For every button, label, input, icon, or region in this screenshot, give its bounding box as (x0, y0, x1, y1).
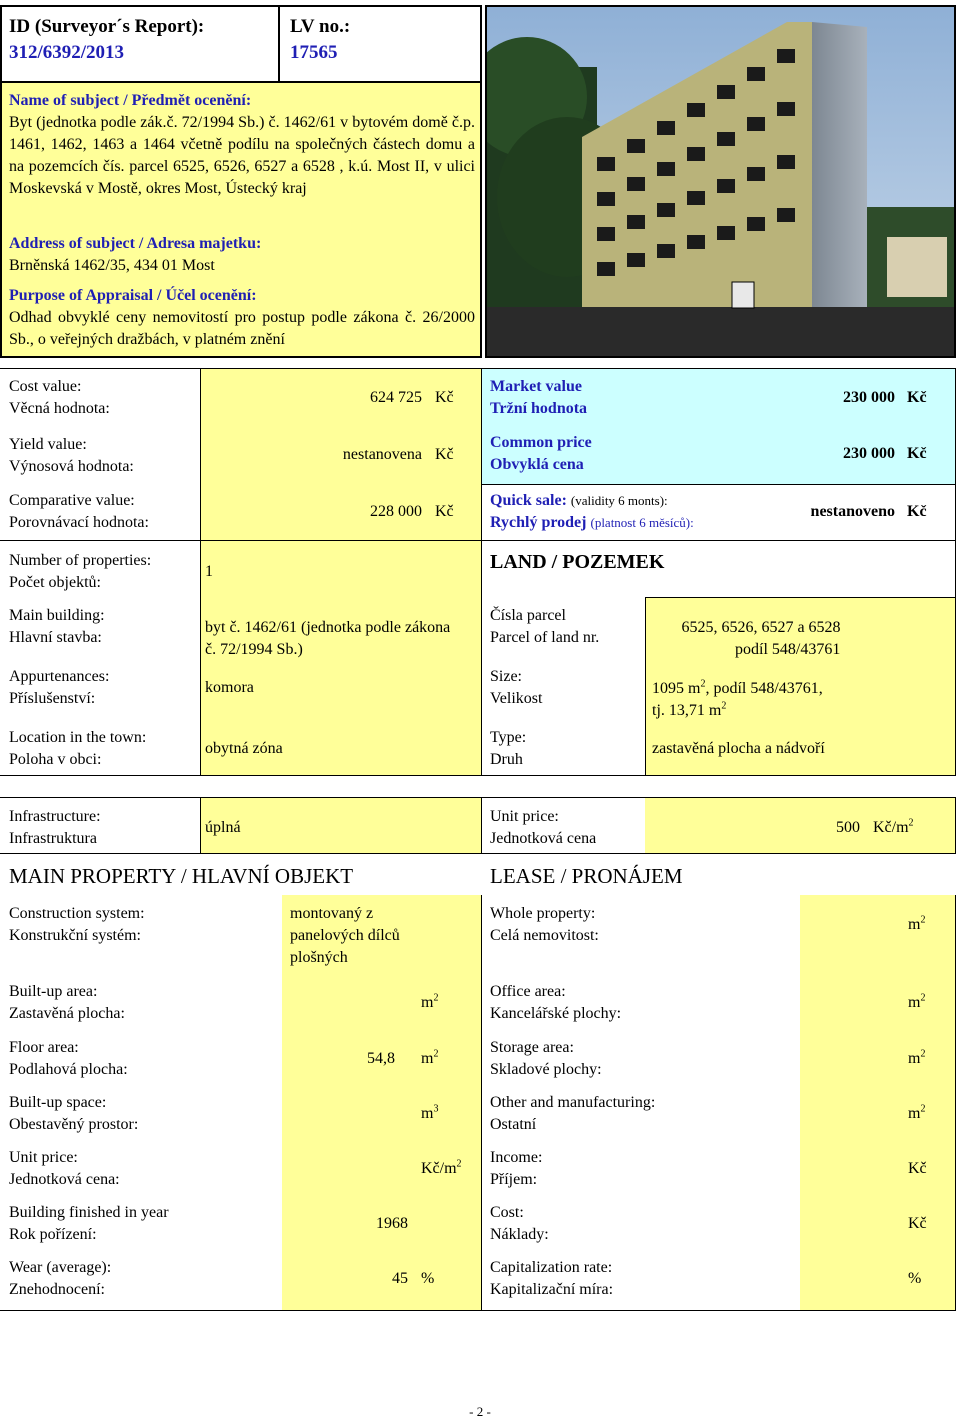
quick-label-en: Quick sale: (490, 492, 567, 509)
comp-label-en: Comparative value: (9, 492, 135, 509)
size-value-2: tj. 13,71 m (652, 702, 722, 719)
storage-cz: Skladové plochy: (490, 1061, 602, 1078)
yield-currency: Kč (435, 446, 454, 463)
space-cz: Obestavěný prostor: (9, 1116, 139, 1133)
year-value: 1968 (376, 1215, 408, 1232)
main-property-title: MAIN PROPERTY / HLAVNÍ OBJEKT (9, 864, 354, 888)
parcel-label-en: Parcel of land nr. (490, 629, 600, 646)
construction-en: Construction system: (9, 905, 145, 922)
income-en: Income: (490, 1149, 543, 1166)
land-unit-label-en: Unit price: (490, 808, 559, 825)
page-number: - 2 - (469, 1404, 491, 1419)
id-value: 312/6392/2013 (9, 42, 125, 63)
building-photo (485, 5, 956, 358)
whole-unit: $m^2$ (908, 914, 926, 933)
cost-unit: Kč (908, 1215, 927, 1232)
common-value: 230 000 (843, 445, 895, 462)
builtup-unit: $m^2$ (421, 992, 439, 1011)
space-unit: $m^3$ (421, 1103, 439, 1122)
size-value-1b: , podíl 548/43761, (705, 680, 823, 697)
builtup-cz: Zastavěná plocha: (9, 1005, 125, 1022)
cost-en: Cost: (490, 1204, 524, 1221)
app-label-en: Appurtenances: (9, 668, 110, 685)
cost-cz: Náklady: (490, 1226, 549, 1243)
lease-yellow (800, 895, 956, 1310)
year-en: Building finished in year (9, 1204, 169, 1221)
parcel-value-2: podíl 548/43761 (735, 641, 841, 658)
cap-cz: Kapitalizační míra: (490, 1281, 614, 1298)
wear-cz: Znehodnocení: (9, 1281, 105, 1298)
main-label-en: Main building: (9, 607, 105, 624)
size-value-line2: tj. 13,71 $m^2$ (652, 700, 727, 719)
quick-label-en-row (490, 490, 668, 512)
office-cz: Kancelářské plochy: (490, 1005, 622, 1022)
count-label-cz: Počet objektů: (9, 574, 101, 591)
income-cz: Příjem: (490, 1171, 538, 1188)
count-label-en: Number of properties: (9, 552, 152, 569)
land-unit-label-cz: Jednotková cena (490, 830, 597, 847)
income-unit: Kč (908, 1160, 927, 1177)
storage-en: Storage area: (490, 1039, 574, 1056)
land-unit-unit-row: $Kč/m^2$ (873, 817, 914, 836)
office-en: Office area: (490, 983, 566, 1000)
app-value: komora (205, 679, 254, 696)
land-unit-unit: Kč/m (873, 819, 909, 836)
subject-name-text: Byt (jednotka podle zák.č. 72/1994 Sb.) č. 1462/61 v bytovém domě č.p. 1461, 1462, 1463 a 1464 včetně podílu na společných částech domu a na pozemcích čís. parcel 6525, 6526, 6527 a 6528 , k.ú. Most II, v ulici Moskevská v Mostě, okres Most, Ústecký kraj (9, 114, 475, 197)
address-text: Brněnská 1462/35, 434 01 Most (9, 257, 215, 274)
yield-label-cz: Výnosová hodnota: (9, 458, 134, 475)
size-label-cz: Velikost (490, 690, 543, 707)
other-unit: $m^2$ (908, 1103, 926, 1122)
floor-cz: Podlahová plocha: (9, 1061, 128, 1078)
whole-cz: Celá nemovitost: (490, 927, 599, 944)
construction-cz: Konstrukční systém: (9, 927, 141, 944)
year-cz: Rok pořízení: (9, 1226, 97, 1243)
type-label-en: Type: (490, 729, 527, 746)
comp-currency: Kč (435, 503, 454, 520)
address-label: Address of subject / Adresa majetku: (9, 235, 262, 252)
cost-value: 624 725 (370, 389, 422, 406)
quick-value: nestanoveno (810, 503, 895, 520)
type-value: zastavěná plocha a nádvoří (652, 740, 825, 757)
land-unit-value: 500 (836, 819, 860, 836)
purpose-label: Purpose of Appraisal / Účel ocenění: (9, 287, 257, 304)
floor-unit: $m^2$ (421, 1048, 439, 1067)
app-label-cz: Příslušenství: (9, 690, 96, 707)
whole-en: Whole property: (490, 905, 596, 922)
size-value-line1: 1095 $m^2$, podíl 548/43761, (652, 678, 823, 697)
parcel-value-1: 6525, 6526, 6527 a 6528 (681, 619, 841, 636)
loc-value: obytná zóna (205, 740, 283, 757)
construction-value: montovaný z panelových dílců plošných (290, 905, 400, 966)
subject-name-label: Name of subject / Předmět ocenění: (9, 92, 252, 109)
infra-yellow (200, 797, 482, 853)
cap-en: Capitalization rate: (490, 1259, 613, 1276)
type-label-cz: Druh (490, 751, 523, 768)
comp-value: 228 000 (370, 503, 422, 520)
quick-note-en: (validity 6 monts): (570, 493, 668, 508)
common-label-en: Common price (490, 434, 592, 451)
count-value: 1 (205, 563, 213, 580)
market-currency: Kč (907, 389, 927, 406)
comp-label-cz: Porovnávací hodnota: (9, 514, 149, 531)
cost-currency: Kč (435, 389, 454, 406)
quick-currency: Kč (907, 503, 927, 520)
lv-value: 17565 (290, 42, 338, 63)
common-label-cz: Obvyklá cena (490, 456, 584, 473)
market-value: 230 000 (843, 389, 895, 406)
infra-value: úplná (205, 819, 241, 836)
main-value: byt č. 1462/61 (jednotka podle zákona č. 72/1994 Sb.) (205, 619, 451, 658)
market-label-en: Market value (490, 378, 582, 395)
main-label-cz: Hlavní stavba: (9, 629, 102, 646)
market-label-cz: Tržní hodnota (490, 400, 588, 417)
space-en: Built-up space: (9, 1094, 107, 1111)
cost-label-cz: Věcná hodnota: (9, 400, 110, 417)
cap-unit: % (908, 1270, 922, 1287)
builtup-en: Built-up area: (9, 983, 98, 1000)
cost-label-en: Cost value: (9, 378, 82, 395)
other-en: Other and manufacturing: (490, 1094, 656, 1111)
id-label: ID (Surveyor´s Report): (9, 16, 205, 37)
wear-en: Wear (average): (9, 1259, 112, 1276)
purpose-text: Odhad obvyklé ceny nemovitostí pro postup podle zákona č. 26/2000 Sb., o veřejných dražbách, v platném znění (9, 309, 475, 348)
wear-unit: % (421, 1270, 435, 1287)
storage-unit: $m^2$ (908, 1048, 926, 1067)
land-title: LAND / POZEMEK (490, 551, 665, 573)
unitprice-en: Unit price: (9, 1149, 78, 1166)
office-unit: $m^2$ (908, 992, 926, 1011)
infra-label-en: Infrastructure: (9, 808, 101, 825)
unitprice-cz: Jednotková cena: (9, 1171, 120, 1188)
parcel-label-cz: Čísla parcel (490, 607, 566, 624)
loc-label-en: Location in the town: (9, 729, 147, 746)
loc-label-cz: Poloha v obci: (9, 751, 102, 768)
yield-value: nestanovena (342, 446, 422, 463)
quick-label-cz: Rychlý prodej (490, 514, 587, 531)
infra-label-cz: Infrastruktura (9, 830, 97, 847)
lease-title: LEASE / PRONÁJEM (490, 864, 683, 888)
yield-label-en: Yield value: (9, 436, 87, 453)
size-value-1: 1095 m (652, 680, 701, 697)
wear-value: 45 (392, 1270, 408, 1287)
other-cz: Ostatní (490, 1116, 537, 1133)
floor-en: Floor area: (9, 1039, 79, 1056)
lv-label: LV no.: (290, 16, 351, 37)
floor-value: 54,8 (367, 1050, 395, 1067)
quick-note-cz: (platnost 6 měsíců): (590, 515, 694, 530)
common-currency: Kč (907, 445, 927, 462)
quick-label-cz-row (490, 512, 694, 534)
unitprice-unit: $Kč/m^2$ (421, 1158, 462, 1177)
size-label-en: Size: (490, 668, 522, 685)
